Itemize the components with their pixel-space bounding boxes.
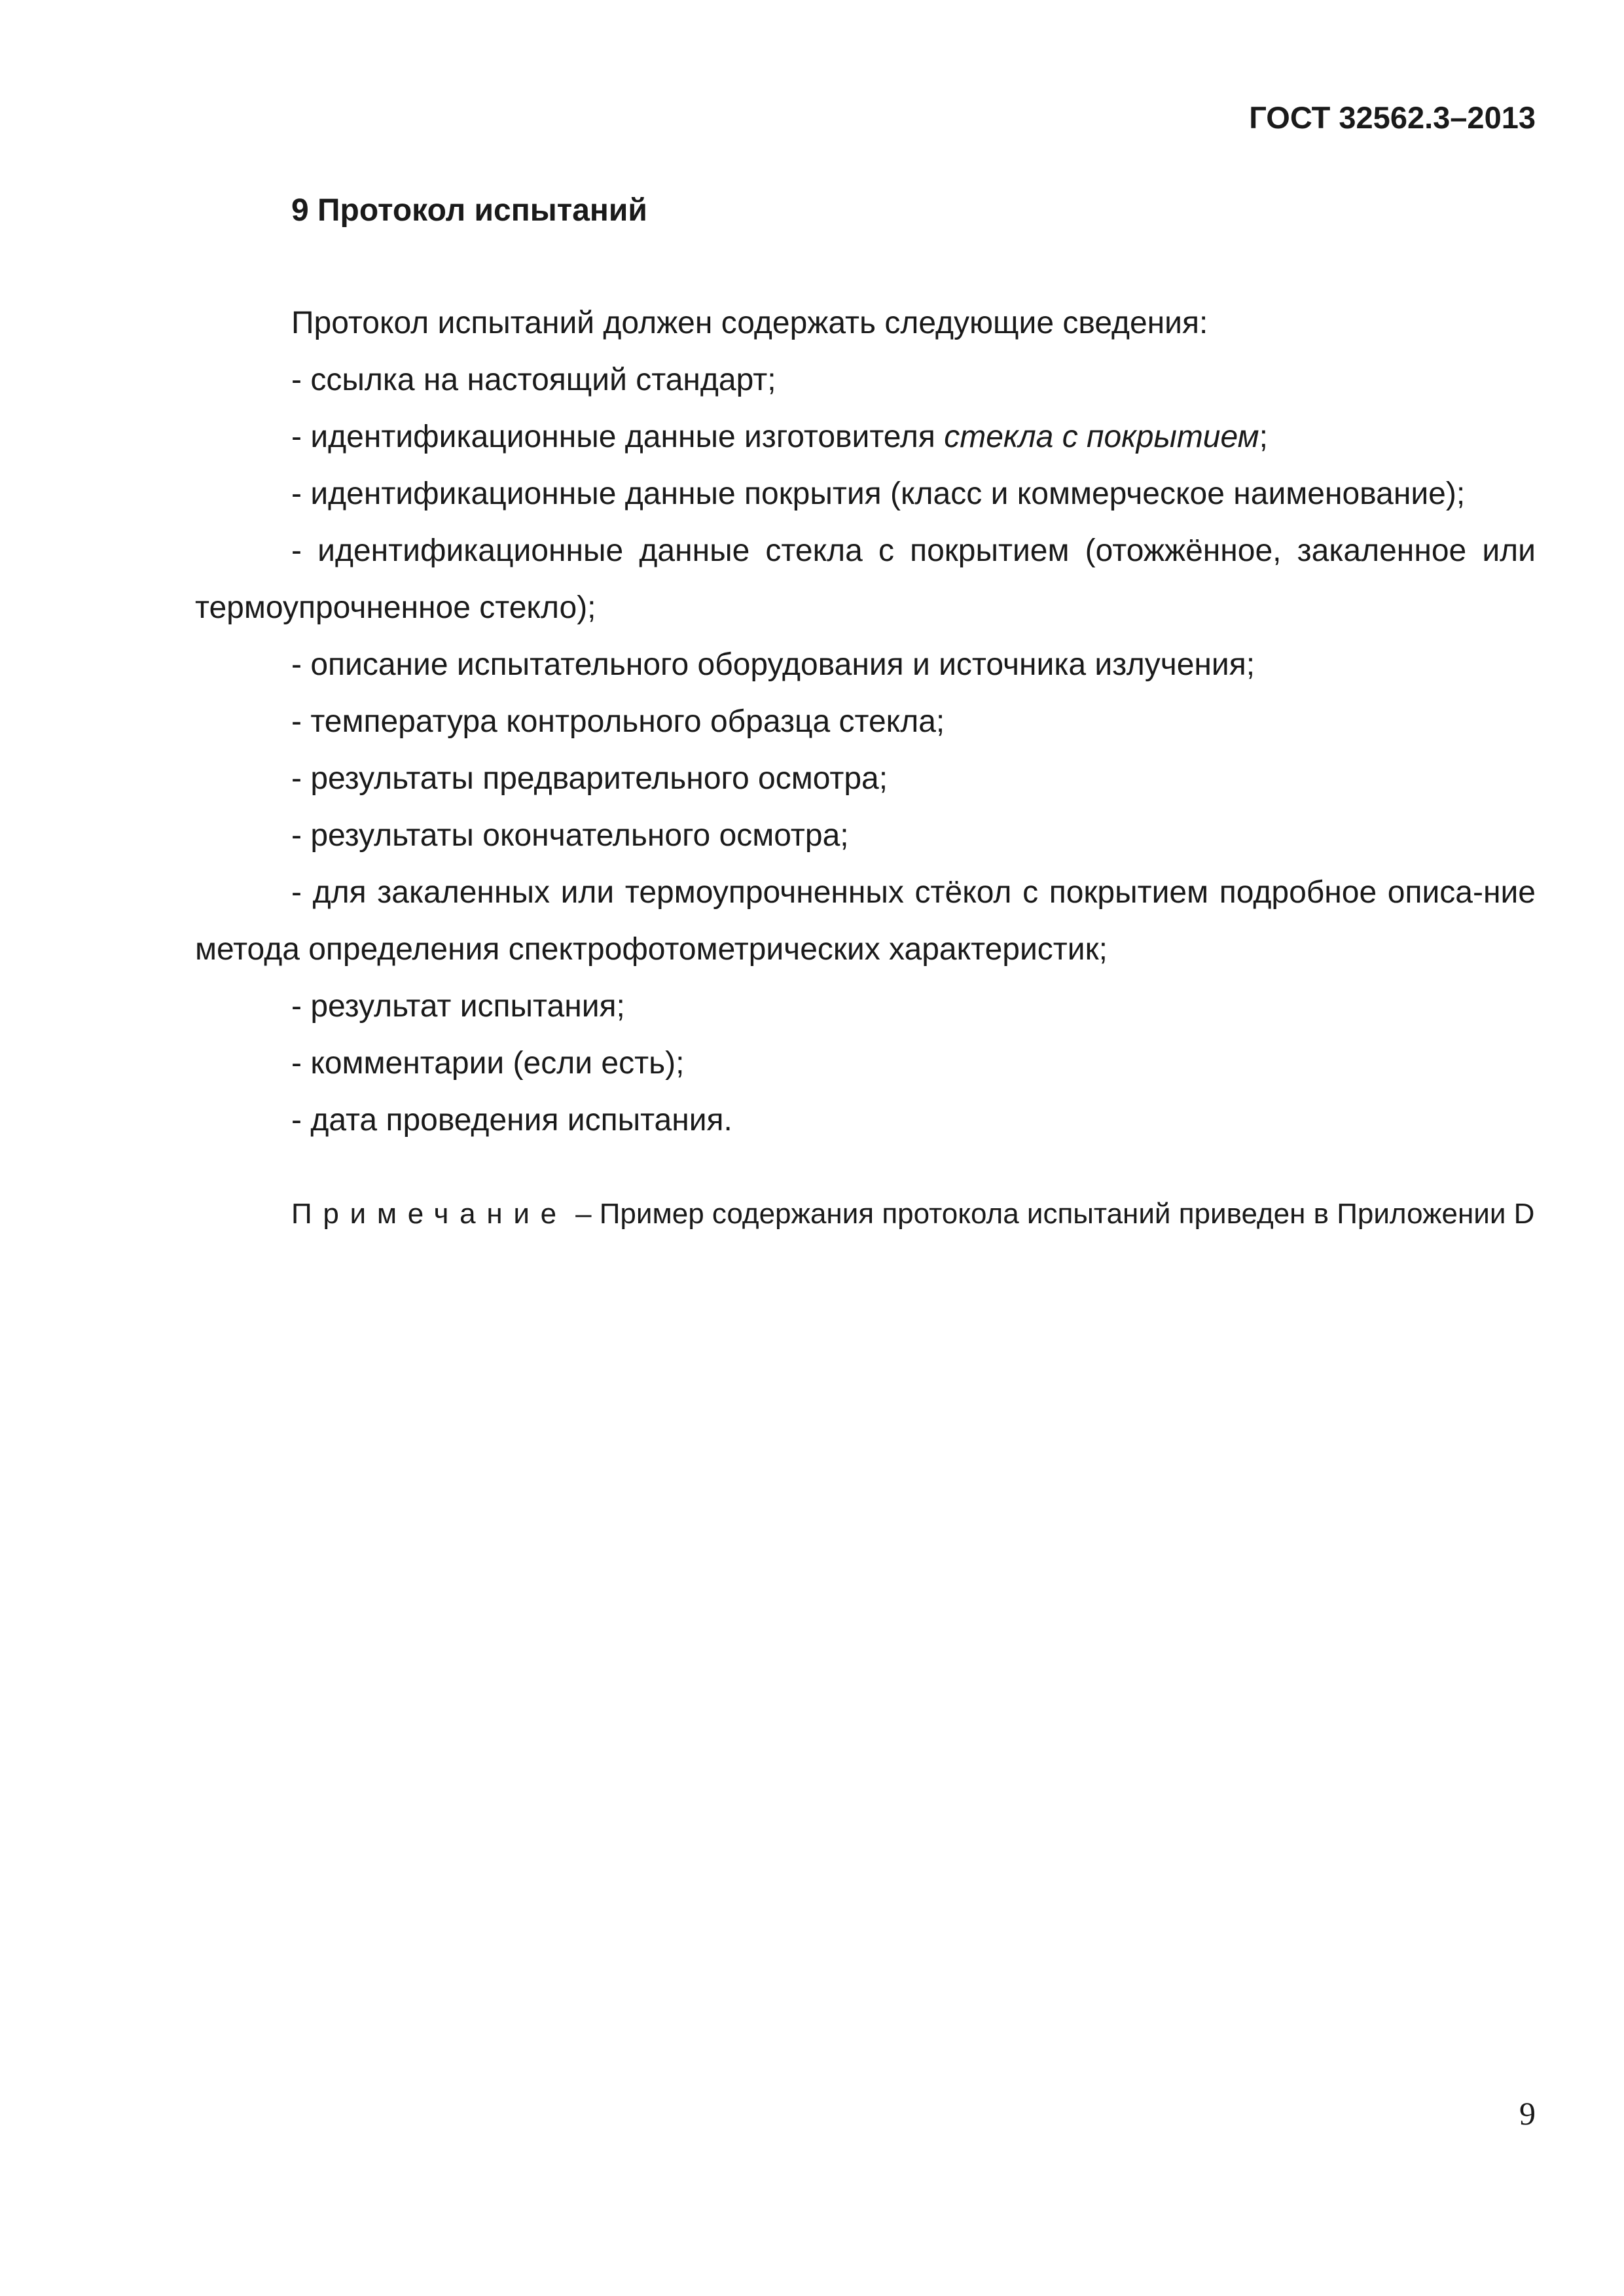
list-item: - дата проведения испытания. xyxy=(291,1103,732,1138)
intro-paragraph: Протокол испытаний должен содержать следующие сведения: xyxy=(291,306,1208,340)
note-text: – Пример содержания протокола испытаний приведен в Приложении D xyxy=(567,1198,1535,1230)
list-item xyxy=(195,408,1536,465)
list-item: - температура контрольного образца стекла; xyxy=(291,704,945,739)
list-item: - результаты окончательного осмотра; xyxy=(291,818,849,853)
list-item: - описание испытательного оборудования и источника излучения; xyxy=(291,647,1255,682)
list-item: - результаты предварительного осмотра; xyxy=(291,761,888,796)
list-item-text: - идентификационные данные изготовителя xyxy=(291,420,945,454)
list-item: - для закаленных или термоупрочненных стёкол с покрытием подробное описа-ние метода определения спектрофотометрических характеристик; xyxy=(195,875,1536,967)
list-item: - идентификационные данные стекла с покрытием (отожжённое, закаленное или термоупрочненное стекло); xyxy=(195,533,1536,625)
page-number: 9 xyxy=(1519,2095,1536,2132)
list-item: - ссылка на настоящий стандарт; xyxy=(291,363,776,397)
section-body xyxy=(195,295,1536,1149)
list-item: - комментарии (если есть); xyxy=(291,1046,685,1081)
list-item-punct: ; xyxy=(1259,420,1268,454)
list-item: - результат испытания; xyxy=(291,989,625,1024)
document-code: ГОСТ 32562.3–2013 xyxy=(1249,100,1536,135)
list-item-emphasis: стекла с покрытием xyxy=(944,420,1259,454)
note xyxy=(291,1198,1534,1230)
section-title: 9 Протокол испытаний xyxy=(291,193,647,228)
note-label: Примечание xyxy=(291,1198,568,1230)
list-item: - идентификационные данные покрытия (класс и коммерческое наименование); xyxy=(291,476,1466,511)
